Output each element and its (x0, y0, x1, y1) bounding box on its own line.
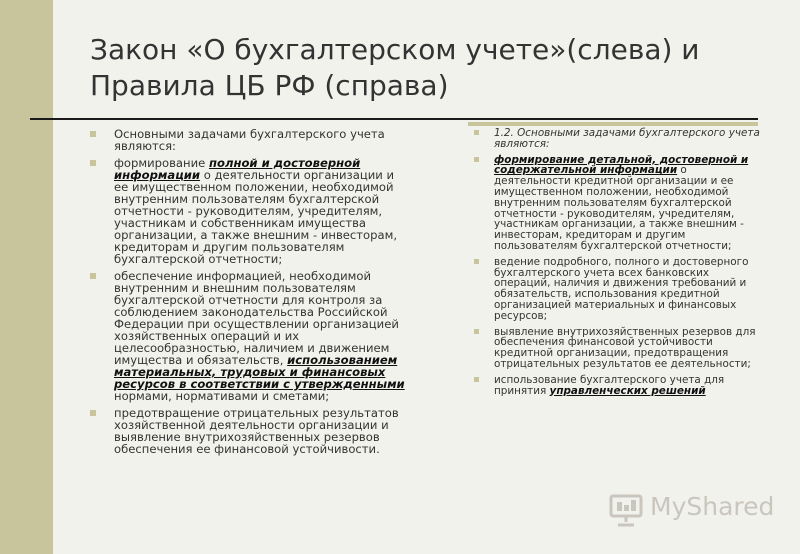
bullet-icon (90, 160, 96, 166)
item-text: выявление внутрихозяйственных резервов для обеспечения финансовой устойчивости кредитной организации, предотвращения отрицательных результатов ее деятельности; (494, 325, 756, 370)
bullet-icon (474, 329, 479, 334)
title-divider-accent (468, 122, 758, 126)
list-item (474, 128, 764, 150)
list-item (90, 270, 410, 402)
watermark-text: MyShared (650, 492, 775, 521)
bullet-icon (474, 157, 479, 162)
list-item (90, 157, 410, 265)
list-item (474, 257, 764, 322)
bullet-icon (474, 130, 479, 135)
item-text-after: о деятельности организации и ее имущественном положении, необходимой внутренним пользователям бухгалтерской отчетности - руководителям, учредителям, участникам и собственникам имущества организации, а также внешним - инвесторам, кредиторам и другим пользователям бухгалтерской отчетности; (114, 168, 398, 266)
item-text-before: обеспечение информацией, необходимой внутренним и внешним пользователям бухгалтерской отчетности для контроля за соблюдением законодательства Российской Федерации при осуществлении организацией хозяйственных операций и их целесообразностью, наличием и движением имущества и обязательств, (114, 269, 399, 367)
item-text: ведение подробного, полного и достоверного бухгалтерского учета всех банковских операций, наличия и движения требований и обязательств, использования кредитной организацией материальных и финансовых ресурсов; (494, 255, 749, 322)
list-item (474, 327, 764, 370)
list-item (474, 155, 764, 252)
item-text: 1.2. Основными задачами бухгалтерского учета являются: (494, 127, 760, 150)
left-accent-strip (0, 0, 53, 554)
item-text: предотвращение отрицательных результатов хозяйственной деятельности организации и выявление внутрихозяйственных резервов обеспечения ее финансовой устойчивости. (114, 406, 399, 456)
item-text: Основными задачами бухгалтерского учета являются: (114, 127, 385, 153)
bullet-icon (474, 259, 479, 264)
item-emphasis: использованием материальных, трудовых и финансовых ресурсов в соответствии с утвержденными (114, 353, 405, 391)
bullet-icon (90, 273, 96, 279)
bullet-icon (90, 131, 96, 137)
list-item (474, 375, 764, 397)
title-divider (30, 118, 758, 120)
item-text-before: использование бухгалтерского учета для принятия (494, 373, 725, 397)
right-column-cbr-rules (474, 128, 764, 401)
title-line-2: Правила ЦБ РФ (справа) (90, 69, 449, 102)
bullet-icon (90, 410, 96, 416)
bullet-icon (474, 377, 479, 382)
item-text-after: о деятельности кредитной организации и ее имущественном положении, необходимой внутренним пользователям бухгалтерской отчетности - руководителям, учредителям, участникам организации, а также внешним - инвесторам, кредиторам и другим пользователям бухгалтерской отчетности; (494, 164, 744, 252)
item-text-before: формирование (114, 156, 209, 170)
item-text-after: нормами, нормативами и сметами; (114, 389, 330, 403)
list-item (90, 128, 410, 152)
item-emphasis: формирование детальной, достоверной и содержательной информации (494, 153, 749, 177)
list-item (90, 407, 410, 455)
slide-title (90, 32, 770, 104)
item-emphasis: полной и достоверной информации (114, 156, 361, 182)
title-line-1: Закон «О бухгалтерском учете»(слева) и (90, 33, 700, 66)
item-emphasis: управленческих решений (549, 384, 706, 397)
presentation-board-icon (608, 492, 644, 528)
left-column-law (90, 128, 410, 460)
watermark-logo (608, 490, 778, 530)
